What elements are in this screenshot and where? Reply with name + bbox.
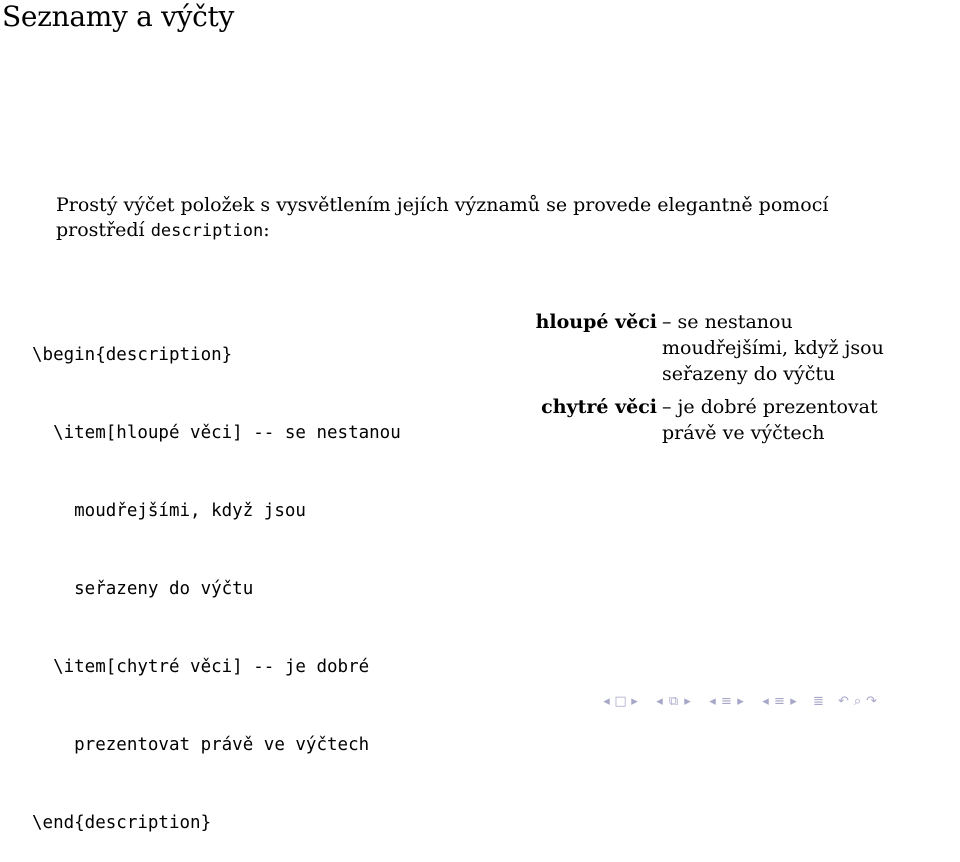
nav-next-doc-icon[interactable]: ▸ [790, 693, 797, 709]
intro-colon: : [263, 219, 270, 241]
nav-doc-icon[interactable]: ≡ [774, 693, 785, 709]
nav-next-subsection-icon[interactable]: ▸ [737, 693, 744, 709]
nav-first-icon[interactable]: ◂ [603, 693, 610, 709]
nav-section-group [706, 694, 747, 709]
code-line: \begin{description} [32, 345, 233, 365]
definition-line: seřazeny do výčtu [662, 363, 836, 385]
nav-prev-frame-icon[interactable]: □ [614, 693, 627, 709]
nav-history-group [837, 694, 878, 709]
nav-prev-doc-icon[interactable]: ◂ [762, 693, 769, 709]
nav-subsection-icon[interactable]: ⧉ [668, 693, 679, 709]
beamer-navigation-bar [600, 690, 886, 712]
nav-forward-icon[interactable]: ↷ [866, 693, 877, 709]
nav-subsection-group [653, 694, 694, 709]
nav-frame-group [600, 694, 641, 709]
description-item [515, 394, 955, 446]
definition-line: – se nestanou [662, 311, 793, 333]
code-line: \end{description} [32, 813, 212, 833]
nav-doc-group [759, 694, 800, 709]
nav-next-frame-icon[interactable]: ▸ [631, 693, 638, 709]
nav-search-icon[interactable]: ⌕ [853, 693, 862, 709]
code-line: moudřejšími, když jsou [32, 501, 306, 521]
rendered-description-list [515, 309, 955, 453]
nav-align-group [812, 694, 825, 709]
nav-next-section-icon[interactable]: ▸ [684, 693, 691, 709]
definition-line: – je dobré prezentovat [662, 396, 878, 418]
nav-prev-section-icon[interactable]: ◂ [656, 693, 663, 709]
intro-line-1: Prostý výčet položek s vysvětlením jejích významů se provede elegantně pomocí [56, 194, 829, 216]
intro-text: prostředí [56, 219, 151, 241]
code-line: \item[chytré věci] -- je dobré [32, 657, 370, 677]
description-definition [662, 309, 955, 387]
nav-prev-subsection-icon[interactable]: ◂ [709, 693, 716, 709]
description-term: chytré věci [541, 396, 657, 418]
nav-section-icon[interactable]: ≡ [721, 693, 732, 709]
environment-name: description [150, 221, 264, 241]
nav-align-icon[interactable]: ≣ [813, 693, 824, 709]
code-line: seřazeny do výčtu [32, 579, 254, 599]
definition-line: právě ve výčtech [662, 422, 825, 444]
intro-line-2 [56, 218, 916, 244]
description-term: hloupé věci [535, 311, 657, 333]
description-item [515, 309, 955, 387]
nav-back-icon[interactable]: ↶ [838, 693, 849, 709]
code-line: \item[hloupé věci] -- se nestanou [32, 423, 401, 443]
definition-line: moudřejšími, když jsou [662, 337, 884, 359]
latex-code-block [32, 290, 401, 862]
slide-title: Seznamy a výčty [2, 0, 234, 33]
code-line: prezentovat právě ve výčtech [32, 735, 370, 755]
intro-paragraph [56, 193, 916, 244]
description-definition [662, 394, 955, 446]
